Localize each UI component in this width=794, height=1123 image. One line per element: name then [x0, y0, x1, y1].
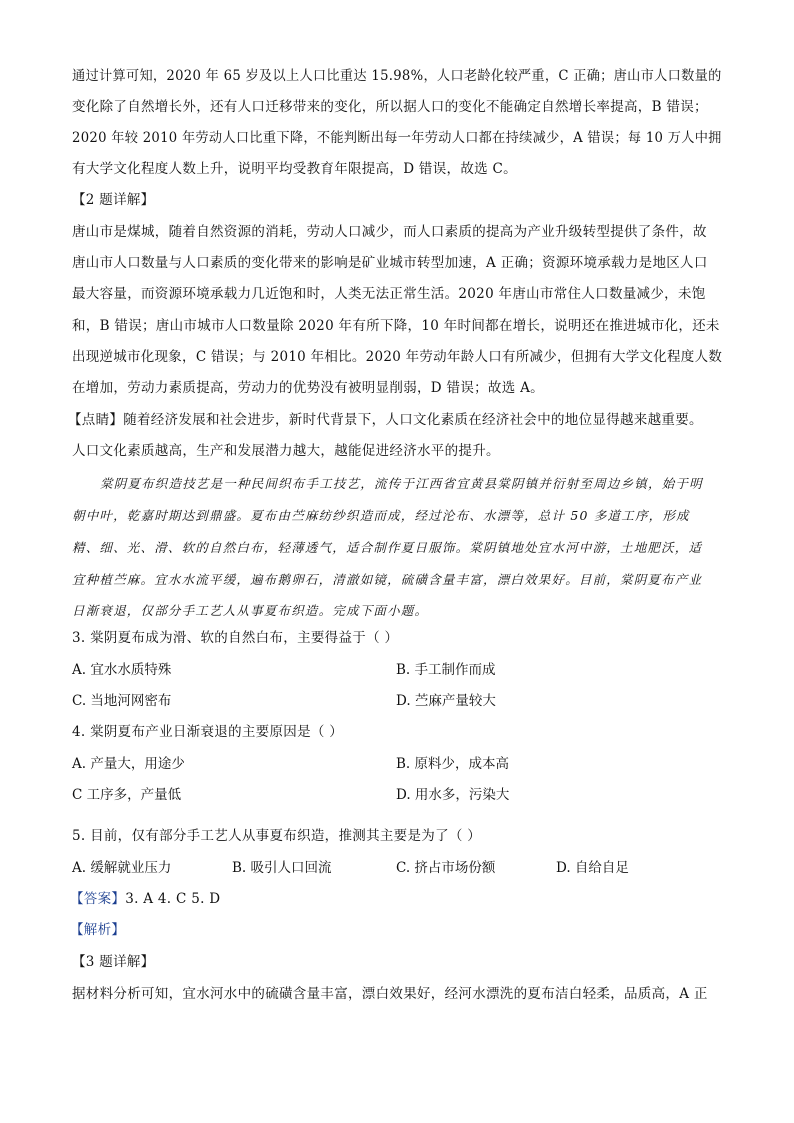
paragraph1-line-3: 2020 年较 2010 年劳动人口比重下降，不能判断出每一年劳动人口都在持续减少，A 错误；每 10 万人中拥	[72, 130, 722, 146]
q5-option-a: A. 缓解就业压力	[72, 860, 172, 876]
q5-option-d: D. 自给自足	[556, 860, 629, 876]
paragraph1-line-1: 通过计算可知，2020 年 65 岁及以上人口比重达 15.98%，人口老龄化较严重，C 正确；唐山市人口数量的	[72, 68, 722, 84]
paragraph1-line-2: 变化除了自然增长外，还有人口迁移带来的变化，所以据人口的变化不能确定自然增长率提高，B 错误；	[72, 99, 708, 115]
paragraph2-line-1: 唐山市是煤城，随着自然资源的消耗，劳动人口减少，而人口素质的提高为产业升级转型提供了条件，故	[72, 224, 707, 240]
material-line-2: 朝中叶，乾嘉时期达到鼎盛。夏布由苎麻纺纱织造而成，经过沦布、水漂等，总计 50 多道工序，形成	[72, 508, 690, 523]
q3-option-c: C. 当地河网密布	[72, 693, 172, 709]
q4-stem: 4. 棠阴夏布产业日渐衰退的主要原因是（ ）	[72, 724, 344, 740]
material-line-5: 日渐衰退，仅部分手工艺人从事夏布织造。完成下面小题。	[72, 603, 429, 618]
dianjing-label: 【点睛】	[68, 412, 124, 428]
q3-option-b: B. 手工制作而成	[396, 662, 496, 678]
q5-stem: 5. 目前，仅有部分手工艺人从事夏布织造，推测其主要是为了（ ）	[72, 828, 482, 844]
analysis-label: 【解析】	[70, 922, 126, 938]
paragraph2-line-6: 在增加，劳动力素质提高，劳动力的优势没有被明显削弱，D 错误；故选 A。	[72, 380, 544, 396]
dianjing-text-1: 随着经济发展和社会进步，新时代背景下，人口文化素质在经济社会中的地位显得越来越重要。	[123, 412, 703, 428]
q3-option-a: A. 宜水水质特殊	[72, 662, 172, 678]
paragraph2-line-4: 和，B 错误；唐山市城市人口数量除 2020 年有所下降，10 年时间都在增长，说明还在推进城市化，还未	[72, 318, 720, 334]
q4-option-a: A. 产量大，用途少	[72, 756, 185, 772]
paragraph3-line-1: 据材料分析可知，宜水河水中的硫磺含量丰富，漂白效果好，经河水漂洗的夏布洁白轻柔，品质高，A 正	[72, 986, 708, 1002]
paragraph1-line-4: 有大学文化程度人数上升，说明平均受教育年限提高，D 错误，故选 C。	[72, 161, 517, 177]
material-line-3: 精、细、光、滑、软的自然白布，轻薄透气，适合制作夏日服饰。棠阴镇地处宜水河中游，土地肥沃，适	[72, 540, 703, 555]
q3-heading: 【3 题详解】	[72, 954, 155, 970]
paragraph2-line-3: 最大容量，而资源环境承载力几近饱和时，人类无法正常生活。2020 年唐山市常住人口数量减少，未饱	[72, 286, 706, 302]
answer-label: 【答案】	[70, 891, 126, 907]
q3-option-d: D. 苎麻产量较大	[396, 693, 496, 709]
q2-heading: 【2 题详解】	[72, 192, 155, 208]
q4-option-c: C 工序多，产量低	[72, 787, 182, 803]
q3-stem: 3. 棠阴夏布成为滑、软的自然白布，主要得益于（ ）	[72, 630, 399, 646]
q4-option-d: D. 用水多，污染大	[396, 787, 510, 803]
dianjing-line-2: 人口文化素质越高，生产和发展潜力越大，越能促进经济水平的提升。	[72, 443, 500, 459]
q5-option-c: C. 挤占市场份额	[396, 860, 496, 876]
material-line-1: 棠阴夏布织造技艺是一种民间织布手工技艺，流传于江西省宜黄县棠阴镇并衍射至周边乡镇，始于明	[100, 476, 703, 491]
material-line-4: 宜种植苎麻。宜水水流平缓，遍布鹅卵石，清澈如镜，硫磺含量丰富，漂白效果好。目前，棠阴夏布产业	[72, 572, 703, 587]
q4-option-b: B. 原料少，成本高	[396, 756, 510, 772]
paragraph2-line-5: 出现逆城市化现象，C 错误；与 2010 年相比。2020 年劳动年龄人口有所减少，但拥有大学文化程度人数	[72, 349, 723, 365]
answer-text: 3. A 4. C 5. D	[125, 891, 221, 907]
q5-option-b: B. 吸引人口回流	[232, 860, 332, 876]
answer-line	[70, 889, 220, 909]
paragraph2-line-2: 唐山市人口数量与人口素质的变化带来的影响是矿业城市转型加速，A 正确；资源环境承载力是地区人口	[72, 255, 708, 271]
dianjing-line-1	[68, 410, 703, 430]
